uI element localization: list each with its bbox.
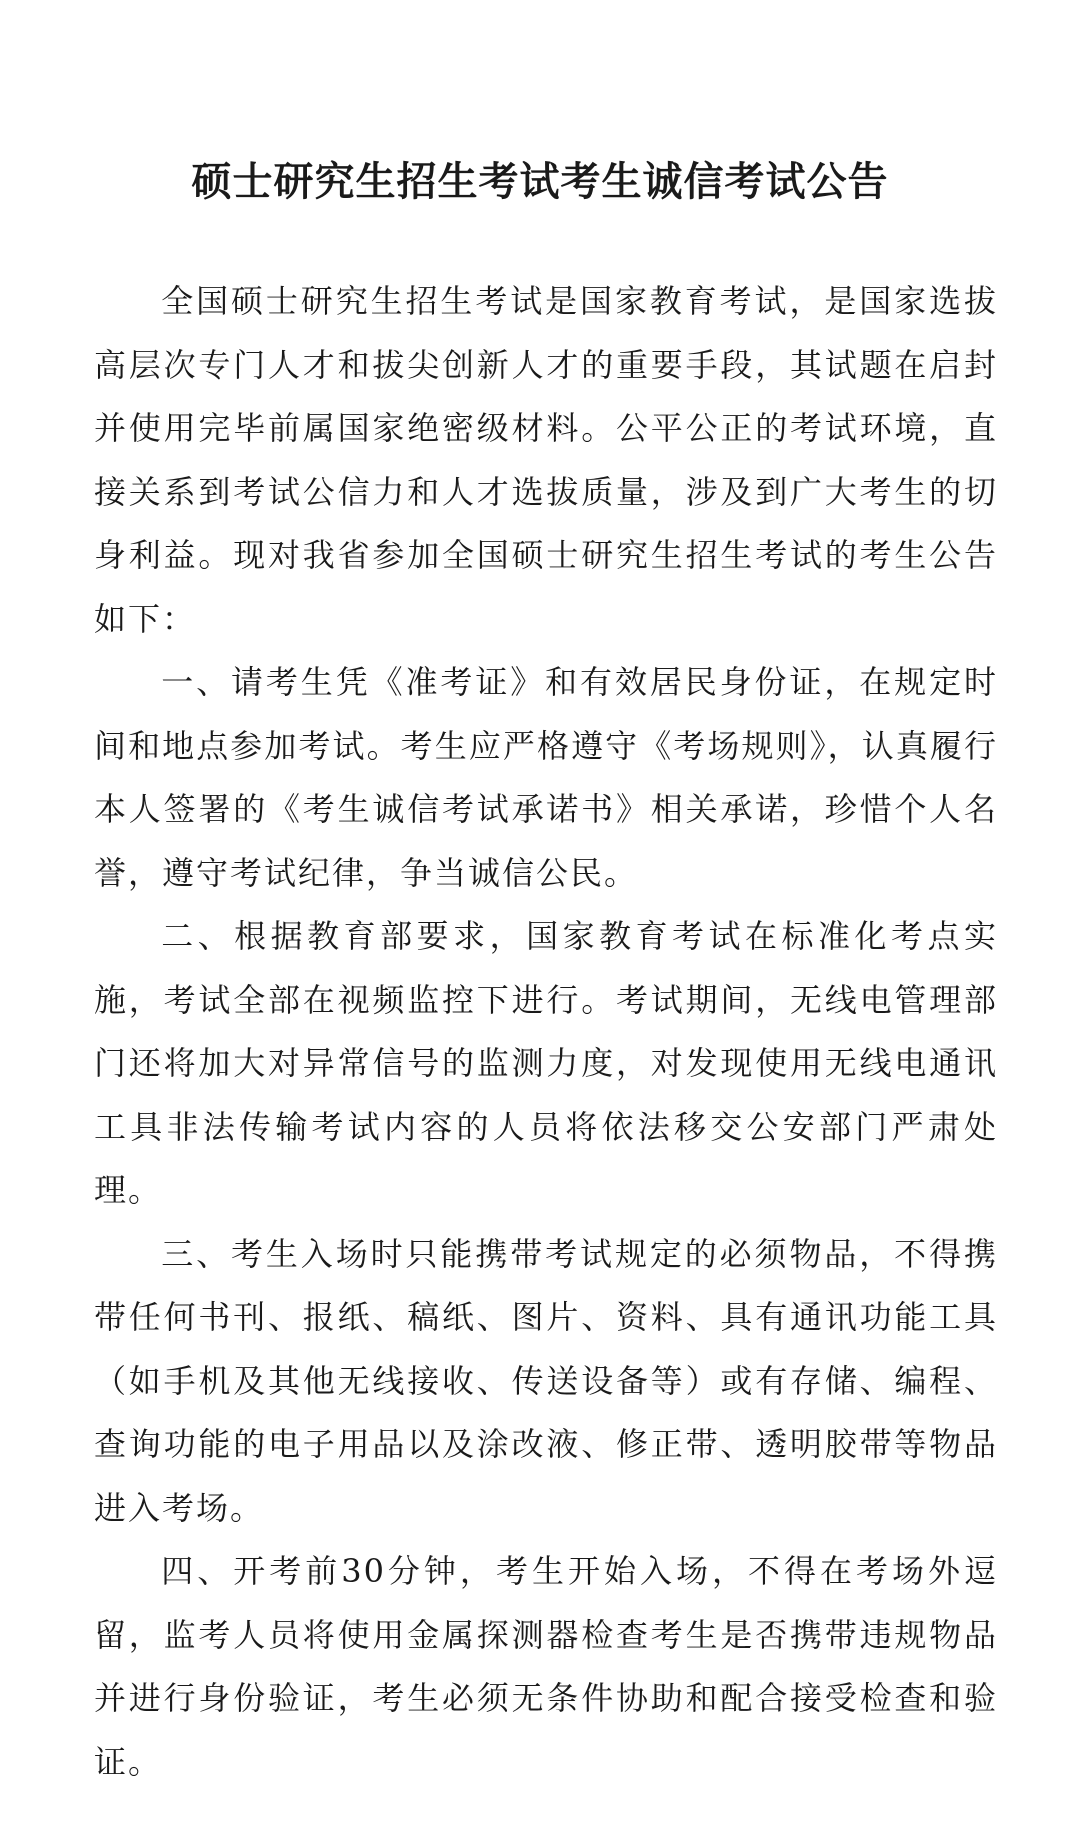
paragraph-item-4: 四、开考前30分钟，考生开始入场，不得在考场外逗留，监考人员将使用金属探测器检查考生是否携带违规物品并进行身份验证，考生必须无条件协助和配合接受检查和验证。 [94,1552,998,1781]
document-body [94,270,998,1794]
paragraph-intro: 全国硕士研究生招生考试是国家教育考试，是国家选拔高层次专门人才和拔尖创新人才的重要手段，其试题在启封并使用完毕前属国家绝密级材料。公平公正的考试环境，直接关系到考试公信力和人才选拔质量，涉及到广大考生的切身利益。现对我省参加全国硕士研究生招生考试的考生公告如下： [94,282,998,638]
document-title: 硕士研究生招生考试考生诚信考试公告 [191,159,889,205]
paragraph-item-3: 三、考生入场时只能携带考试规定的必须物品，不得携带任何书刊、报纸、稿纸、图片、资料、具有通讯功能工具（如手机及其他无线接收、传送设备等）或有存储、编程、查询功能的电子用品以及涂改液、修正带、透明胶带等物品进入考场。 [94,1234,998,1527]
paragraph-item-2: 二、根据教育部要求，国家教育考试在标准化考点实施，考试全部在视频监控下进行。考试期间，无线电管理部门还将加大对异常信号的监测力度，对发现使用无线电通讯工具非法传输考试内容的人员将依法移交公安部门严肃处理。 [94,917,998,1209]
paragraph-item-1: 一、请考生凭《准考证》和有效居民身份证，在规定时间和地点参加考试。考生应严格遵守《考场规则》，认真履行本人签署的《考生诚信考试承诺书》相关承诺，珍惜个人名誉，遵守考试纪律，争当诚信公民。 [94,663,998,892]
